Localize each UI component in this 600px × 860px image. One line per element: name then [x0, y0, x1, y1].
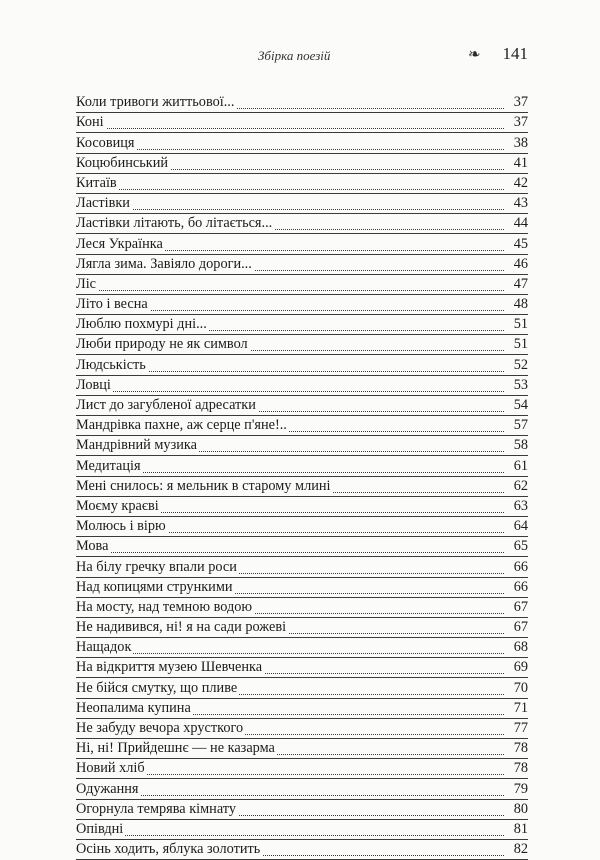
- toc-entry-page: 68: [513, 639, 528, 656]
- page-number: 141: [502, 44, 528, 63]
- toc-entry-page: 82: [513, 841, 528, 858]
- toc-entry: [76, 658, 528, 678]
- toc-entry-title: На відкриття музею Шевченка: [76, 659, 263, 676]
- toc-entry: [76, 517, 528, 537]
- toc-entry-title: Мова: [76, 538, 109, 555]
- toc-entry-title: Людськість: [76, 356, 146, 373]
- toc-entry-page: 51: [513, 336, 528, 353]
- toc-entry: [76, 557, 528, 577]
- toc-entry-title: Огорнула темрява кімнату: [76, 800, 237, 817]
- toc-entry-page: 64: [513, 518, 528, 535]
- toc-entry: [76, 194, 528, 214]
- toc-entry-title: Літо і весна: [76, 296, 148, 313]
- toc-entry-page: 47: [513, 275, 528, 292]
- toc-entry-page: 51: [513, 316, 528, 333]
- toc-entry-page: 78: [513, 740, 528, 757]
- toc-entry: [76, 779, 528, 799]
- toc-entry: [76, 537, 528, 557]
- toc-entry: [76, 174, 528, 194]
- toc-entry: [76, 376, 528, 396]
- toc-entry-page: 63: [513, 497, 528, 514]
- toc-entry: [76, 315, 528, 335]
- toc-entry-page: 67: [513, 619, 528, 636]
- running-title: Збірка поезій: [258, 48, 331, 63]
- dot-leader: [76, 552, 504, 553]
- toc-entry-title: Нащадок: [76, 639, 132, 656]
- toc-entry: [76, 578, 528, 598]
- toc-entry: [76, 477, 528, 497]
- toc-entry-page: 78: [513, 760, 528, 777]
- toc-entry-title: Ластівки літають, бо літається...: [76, 215, 273, 232]
- toc-entry: [76, 133, 528, 153]
- toc-entry: [76, 113, 528, 133]
- toc-entry: [76, 335, 528, 355]
- toc-entry-title: Моєму краєві: [76, 497, 159, 514]
- toc-entry-page: 37: [513, 94, 528, 111]
- toc-entry-title: Опівдні: [76, 820, 124, 837]
- toc-entry-page: 81: [513, 820, 528, 837]
- toc-entry-page: 38: [513, 134, 528, 151]
- toc-entry: [76, 255, 528, 275]
- toc-entry: [76, 214, 528, 234]
- toc-entry-title: Мені снилось: я мельник в старому млині: [76, 477, 331, 494]
- toc-entry: [76, 759, 528, 779]
- toc-entry-page: 70: [513, 679, 528, 696]
- toc-entry: [76, 840, 528, 860]
- toc-entry: [76, 456, 528, 476]
- toc-entry-title: Коцюбинський: [76, 154, 168, 171]
- dot-leader: [76, 290, 504, 291]
- toc-entry: [76, 93, 528, 113]
- dot-leader: [76, 391, 504, 392]
- toc-entry-title: Люблю похмурі дні...: [76, 316, 207, 333]
- toc-entry: [76, 618, 528, 638]
- toc-entry-title: Одужання: [76, 780, 139, 797]
- toc-entry-page: 53: [513, 376, 528, 393]
- toc-entry-page: 65: [513, 538, 528, 555]
- dot-leader: [76, 653, 504, 654]
- toc-entry: [76, 497, 528, 517]
- toc-entry-title: Коли тривоги життьової...: [76, 94, 235, 111]
- toc-entry-page: 62: [513, 477, 528, 494]
- toc-entry-page: 77: [513, 720, 528, 736]
- toc-entry: [76, 598, 528, 618]
- toc-entry-title: Не забуду вечора хрусткого: [76, 720, 244, 736]
- toc-entry-title: Над копицями стрункими: [76, 578, 233, 595]
- toc-entry-title: Косовиця: [76, 134, 135, 151]
- toc-entry-page: 69: [513, 659, 528, 676]
- dot-leader: [76, 189, 504, 190]
- toc-entry: [76, 436, 528, 456]
- toc-entry-title: Китаїв: [76, 174, 117, 191]
- toc-entry-page: 57: [513, 417, 528, 434]
- toc-entry-page: 37: [513, 114, 528, 131]
- toc-entry-title: Ні, ні! Прийдешнє — не казарма: [76, 740, 275, 757]
- toc-entry-page: 80: [513, 800, 528, 817]
- toc-entry-page: 71: [513, 699, 528, 716]
- toc-entry-page: 52: [513, 356, 528, 373]
- toc-entry-title: Мандрівний музика: [76, 437, 197, 454]
- toc-entry-page: 44: [513, 215, 528, 232]
- toc-entry-page: 43: [513, 195, 528, 212]
- toc-entry: [76, 396, 528, 416]
- toc-entry: [76, 739, 528, 759]
- toc-entry-title: Медитація: [76, 457, 141, 474]
- toc-entry: [76, 154, 528, 174]
- toc-entry-page: 42: [513, 174, 528, 191]
- toc-entry-page: 61: [513, 457, 528, 474]
- toc-entry-title: Ластівки: [76, 195, 130, 212]
- toc-entry: [76, 820, 528, 840]
- toc-entry-page: 46: [513, 255, 528, 272]
- toc-entry-page: 58: [513, 437, 528, 454]
- toc-entry-title: Мандрівка пахне, аж серце п'яне!..: [76, 417, 287, 434]
- dot-leader: [76, 128, 504, 129]
- toc-entry: [76, 355, 528, 375]
- toc-entry-title: Новий хліб: [76, 760, 145, 777]
- toc-entry: [76, 678, 528, 698]
- toc-entry-page: 54: [513, 397, 528, 413]
- toc-entry: [76, 638, 528, 658]
- toc-entry-page: 48: [513, 296, 528, 313]
- toc-entry: [76, 234, 528, 254]
- toc-entry-title: Коні: [76, 114, 104, 131]
- toc-entry: [76, 275, 528, 295]
- toc-entry-title: Не надивився, ні! я на сади рожеві: [76, 619, 287, 636]
- toc-entry-title: Лист до загубленої адресатки: [76, 397, 256, 413]
- page-header: [66, 44, 528, 68]
- dot-leader: [76, 209, 504, 210]
- dot-leader: [76, 149, 504, 150]
- toc-entry: [76, 800, 528, 820]
- toc-entry-title: На мосту, над темною водою: [76, 598, 253, 615]
- toc-entry-page: 41: [513, 154, 528, 171]
- toc-entry-title: Ловці: [76, 376, 111, 393]
- toc-entry-title: Леся Українка: [76, 235, 163, 252]
- toc-entry-title: Лягла зима. Завіяло дороги...: [76, 255, 252, 272]
- toc-entry-title: Ліс: [76, 275, 97, 292]
- toc-entry-page: 79: [513, 780, 528, 797]
- toc-entry: [76, 416, 528, 436]
- leaf-ornament-icon: ❧: [468, 47, 481, 63]
- toc-entry-title: Неопалима купина: [76, 699, 191, 716]
- toc-entry-title: На білу гречку впали роси: [76, 558, 237, 575]
- toc-entry-page: 45: [513, 235, 528, 252]
- toc-entry: [76, 719, 528, 739]
- toc-entry-title: Молюсь і вірю: [76, 518, 166, 535]
- toc-entry-page: 66: [513, 578, 528, 595]
- toc-entry: [76, 295, 528, 315]
- table-of-contents: [76, 93, 528, 860]
- toc-entry: [76, 699, 528, 719]
- toc-entry-page: 66: [513, 558, 528, 575]
- toc-entry-title: Не бійся смутку, що пливе: [76, 679, 238, 696]
- dot-leader: [76, 835, 504, 836]
- toc-entry-page: 67: [513, 598, 528, 615]
- toc-entry-title: Осінь ходить, яблука золотить: [76, 841, 261, 858]
- toc-entry-title: Люби природу не як символ: [76, 336, 248, 353]
